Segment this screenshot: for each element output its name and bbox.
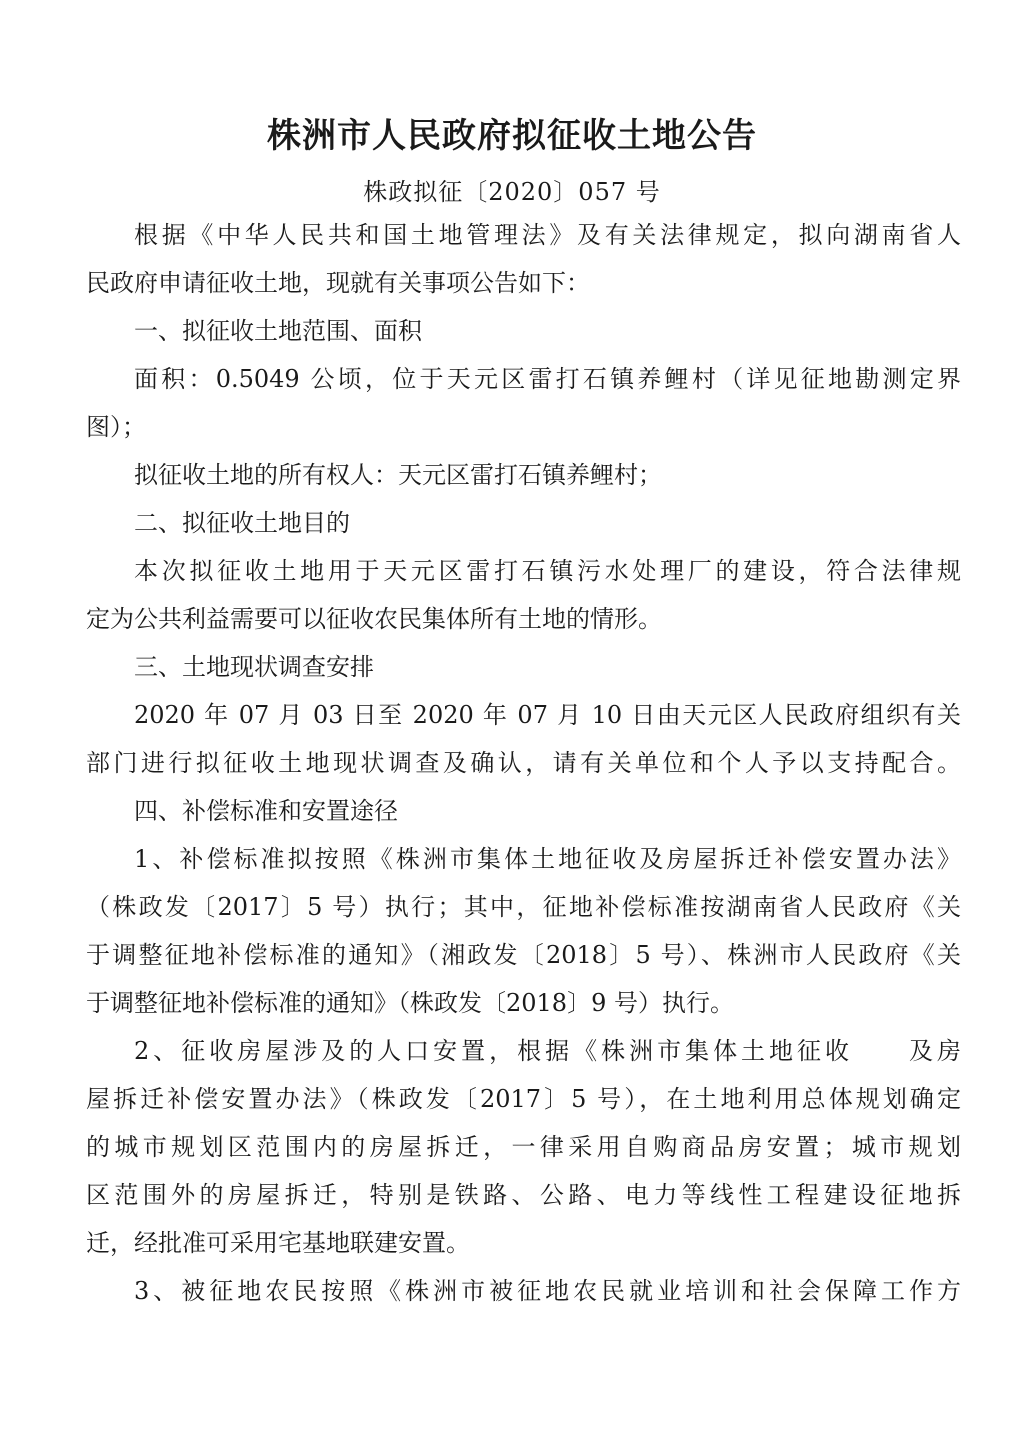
section-heading: 四、补偿标准和安置途径 [134, 797, 398, 825]
body-line: 2020 年 07 月 03 日至 2020 年 07 月 10 日由天元区人民政府组织有关 [134, 701, 961, 729]
body-line: 的城市规划区范围内的房屋拆迁，一律采用自购商品房安置；城市规划 [86, 1133, 961, 1161]
body-line: 迁，经批准可采用宅基地联建安置。 [86, 1229, 470, 1257]
body-line: 区范围外的房屋拆迁，特别是铁路、公路、电力等线性工程建设征地拆 [86, 1181, 961, 1209]
document-number: 株政拟征〔2020〕057 号 [363, 178, 661, 206]
body-line: 部门进行拟征收土地现状调查及确认，请有关单位和个人予以支持配合。 [86, 749, 961, 777]
body-line: 定为公共利益需要可以征收农民集体所有土地的情形。 [86, 605, 662, 633]
body-line: 拟征收土地的所有权人：天元区雷打石镇养鲤村； [134, 461, 662, 489]
section-heading: 二、拟征收土地目的 [134, 509, 350, 537]
body-line: 1、补偿标准拟按照《株洲市集体土地征收及房屋拆迁补偿安置办法》 [134, 845, 961, 873]
body-line: 图）； [86, 413, 146, 441]
body-line: 于调整征地补偿标准的通知》（湘政发〔2018〕5 号）、株洲市人民政府《关 [86, 941, 961, 969]
body-line: 3、被征地农民按照《株洲市被征地农民就业培训和社会保障工作方 [134, 1277, 961, 1305]
body-line: 屋拆迁补偿安置办法》（株政发〔2017〕5 号），在土地利用总体规划确定 [86, 1085, 961, 1113]
section-heading: 一、拟征收土地范围、面积 [134, 317, 422, 345]
section-heading: 三、土地现状调查安排 [134, 653, 374, 681]
notice-title: 株洲市人民政府拟征收土地公告 [267, 116, 757, 156]
body-line: 面积：0.5049 公顷，位于天元区雷打石镇养鲤村（详见征地勘测定界 [134, 365, 961, 393]
body-line: 根据《中华人民共和国土地管理法》及有关法律规定，拟向湖南省人 [134, 221, 961, 249]
body-line: （株政发〔2017〕5 号）执行；其中，征地补偿标准按湖南省人民政府《关 [86, 893, 961, 921]
body-line: 于调整征地补偿标准的通知》（株政发〔2018〕9 号）执行。 [86, 989, 734, 1017]
body-line: 民政府申请征收土地，现就有关事项公告如下： [86, 269, 590, 297]
body-line: 2、征收房屋涉及的人口安置，根据《株洲市集体土地征收 及房 [134, 1037, 961, 1065]
body-line: 本次拟征收土地用于天元区雷打石镇污水处理厂的建设，符合法律规 [134, 557, 961, 585]
